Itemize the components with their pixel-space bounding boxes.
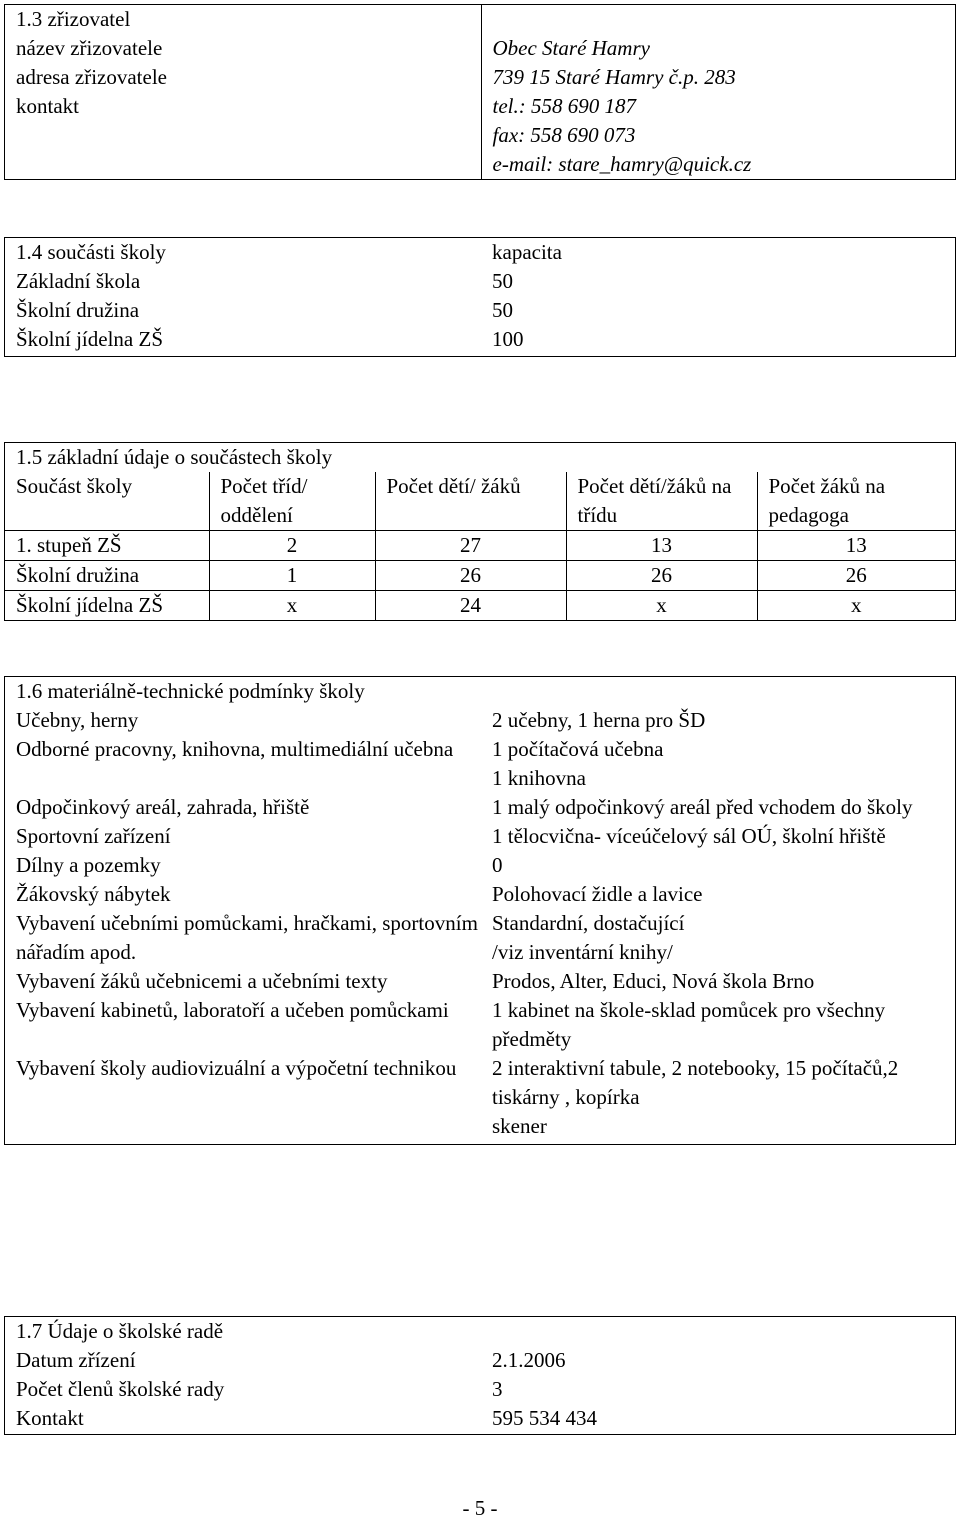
section-1-6-materialne-technicke bbox=[4, 676, 956, 1145]
row-label: Sportovní zařízení bbox=[16, 824, 171, 848]
table-row bbox=[5, 325, 955, 356]
row-value: 2 interaktivní tabule, 2 notebooky, 15 počítačů,2 tiskárny , kopírka skener bbox=[492, 1056, 899, 1138]
row-value: 50 bbox=[492, 269, 513, 293]
table-row bbox=[5, 296, 955, 325]
table-cell: 26 bbox=[375, 561, 566, 591]
column-header: Počet dětí/ žáků bbox=[375, 472, 566, 531]
row-value: 1 počítačová učebna 1 knihovna bbox=[492, 737, 664, 790]
table-row bbox=[5, 1404, 955, 1434]
column-header: kapacita bbox=[492, 240, 562, 264]
table-cell: 26 bbox=[566, 561, 757, 591]
table-cell: 13 bbox=[757, 531, 955, 561]
section-title: 1.7 Údaje o školské radě bbox=[16, 1319, 224, 1343]
table-cell: x bbox=[757, 591, 955, 621]
row-value: Polohovací židle a lavice bbox=[492, 882, 703, 906]
table-cell: 1 bbox=[209, 561, 375, 591]
row-value: 100 bbox=[492, 327, 524, 351]
table-row bbox=[5, 34, 955, 63]
row-value: 0 bbox=[492, 853, 503, 877]
row-value: Standardní, dostačující /viz inventární knihy/ bbox=[492, 911, 685, 964]
row-value: 739 15 Staré Hamry č.p. 283 bbox=[481, 63, 955, 92]
table-row bbox=[5, 531, 955, 561]
table-cell: Školní družina bbox=[16, 563, 140, 587]
table-row bbox=[5, 851, 955, 880]
page-number: - 5 - bbox=[462, 1496, 498, 1520]
table-row bbox=[5, 880, 955, 909]
section-1-3-zrizovatel bbox=[4, 4, 956, 180]
table-row bbox=[5, 1346, 955, 1375]
skolska-rada-table bbox=[5, 1317, 955, 1434]
column-header: Počet tříd/ oddělení bbox=[209, 472, 375, 531]
section-1-4-soucasti-skoly bbox=[4, 237, 956, 357]
row-label: Základní škola bbox=[16, 269, 141, 293]
table-cell: Školní jídelna ZŠ bbox=[16, 593, 163, 617]
row-label: Odborné pracovny, knihovna, multimediální učebna bbox=[16, 737, 454, 761]
row-label: Školní jídelna ZŠ bbox=[16, 327, 163, 351]
table-row bbox=[5, 591, 955, 621]
section-1-7-skolska-rada bbox=[4, 1316, 956, 1435]
section-title: 1.5 základní údaje o součástech školy bbox=[16, 445, 333, 469]
table-row bbox=[5, 967, 955, 996]
table-row bbox=[5, 909, 955, 967]
row-label: adresa zřizovatele bbox=[16, 65, 167, 89]
row-value: 3 bbox=[492, 1377, 503, 1401]
row-label: Školní družina bbox=[16, 298, 140, 322]
row-label: Učebny, herny bbox=[16, 708, 139, 732]
row-value: 2 učebny, 1 herna pro ŠD bbox=[492, 708, 706, 732]
section-title: 1.6 materiálně-technické podmínky školy bbox=[16, 679, 365, 703]
zakladni-udaje-table bbox=[5, 443, 955, 620]
column-header: Počet žáků na pedagoga bbox=[757, 472, 955, 531]
row-label: Vybavení žáků učebnicemi a učebními texty bbox=[16, 969, 388, 993]
table-header-row bbox=[5, 472, 955, 531]
row-value: Obec Staré Hamry bbox=[481, 34, 955, 63]
table-row bbox=[5, 1054, 955, 1144]
row-value: 50 bbox=[492, 298, 513, 322]
table-row bbox=[5, 561, 955, 591]
row-value: 1 tělocvična- víceúčelový sál OÚ, školní hřiště bbox=[492, 824, 886, 848]
row-value: Prodos, Alter, Educi, Nová škola Brno bbox=[492, 969, 815, 993]
materialne-technicke-table bbox=[5, 677, 955, 1144]
row-value: 1 kabinet na škole-sklad pomůcek pro všechny předměty bbox=[492, 998, 886, 1051]
row-label: Dílny a pozemky bbox=[16, 853, 161, 877]
table-cell: x bbox=[566, 591, 757, 621]
table-row bbox=[5, 267, 955, 296]
row-value: 2.1.2006 bbox=[492, 1348, 566, 1372]
row-label: Vybavení kabinetů, laboratoří a učeben pomůckami bbox=[16, 998, 449, 1022]
row-label: Žákovský nábytek bbox=[16, 882, 171, 906]
table-row bbox=[5, 996, 955, 1054]
row-label: Kontakt bbox=[16, 1406, 84, 1430]
row-value: tel.: 558 690 187 fax: 558 690 073 e-mail: stare_hamry@quick.cz bbox=[481, 92, 955, 179]
table-row bbox=[5, 63, 955, 92]
table-cell: 2 bbox=[209, 531, 375, 561]
row-label: Datum zřízení bbox=[16, 1348, 136, 1372]
column-header: Součást školy bbox=[16, 474, 133, 498]
section-title: 1.3 zřizovatel bbox=[16, 7, 131, 31]
soucasti-table bbox=[5, 238, 955, 356]
table-cell: 13 bbox=[566, 531, 757, 561]
table-cell: 27 bbox=[375, 531, 566, 561]
zrizovatel-table bbox=[5, 5, 955, 179]
row-label: Vybavení učebními pomůckami, hračkami, sportovním nářadím apod. bbox=[16, 911, 478, 964]
section-1-5-zakladni-udaje bbox=[4, 442, 956, 621]
table-cell: 24 bbox=[375, 591, 566, 621]
table-row bbox=[5, 735, 955, 793]
table-row bbox=[5, 1375, 955, 1404]
table-row bbox=[5, 793, 955, 822]
row-label: Odpočinkový areál, zahrada, hřiště bbox=[16, 795, 310, 819]
table-cell: 1. stupeň ZŠ bbox=[16, 533, 122, 557]
section-title: 1.4 součásti školy bbox=[16, 240, 166, 264]
table-row bbox=[5, 706, 955, 735]
row-label: název zřizovatele bbox=[16, 36, 163, 60]
row-label: Vybavení školy audiovizuální a výpočetní technikou bbox=[16, 1056, 457, 1080]
row-value: 595 534 434 bbox=[492, 1406, 597, 1430]
table-row bbox=[5, 822, 955, 851]
row-label: kontakt bbox=[16, 94, 79, 118]
table-cell: x bbox=[209, 591, 375, 621]
row-label: Počet členů školské rady bbox=[16, 1377, 225, 1401]
table-cell: 26 bbox=[757, 561, 955, 591]
table-row bbox=[5, 92, 955, 179]
column-header: Počet dětí/žáků na třídu bbox=[566, 472, 757, 531]
row-value: 1 malý odpočinkový areál před vchodem do školy bbox=[492, 795, 913, 819]
